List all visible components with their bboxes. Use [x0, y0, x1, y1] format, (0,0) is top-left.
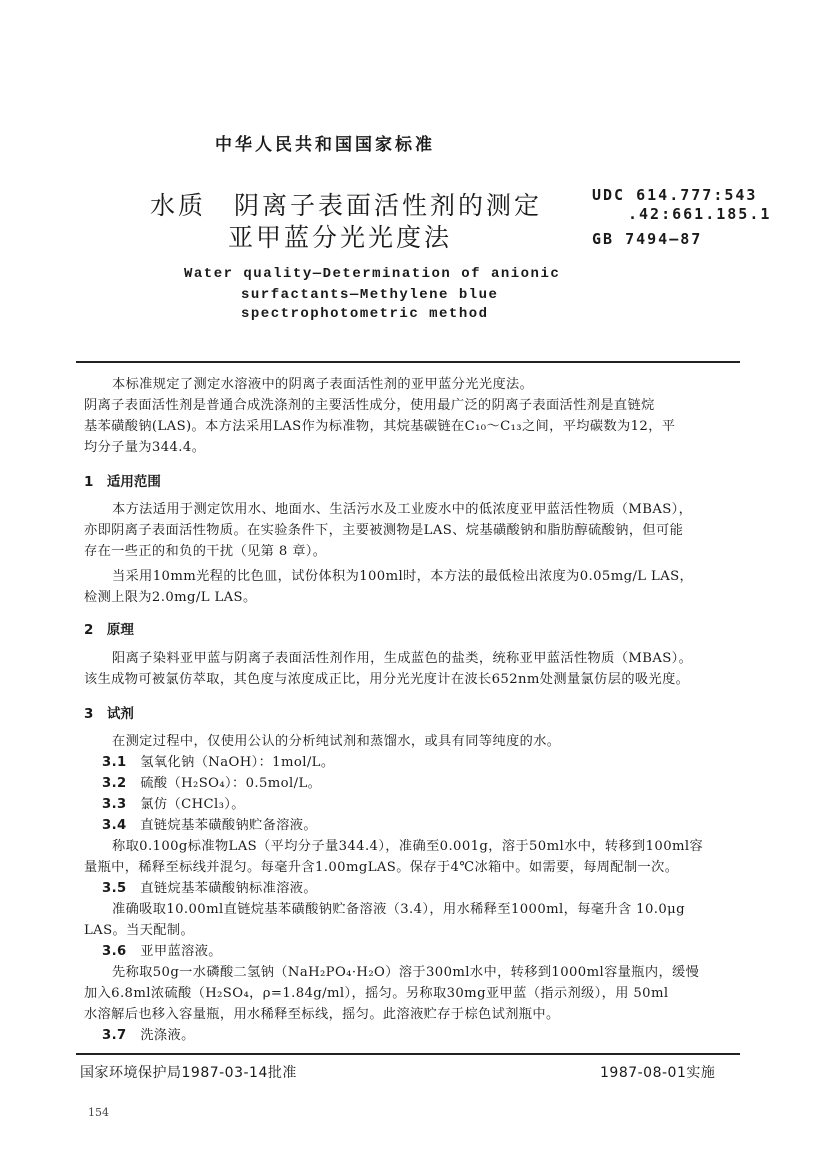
standard-name: 中华人民共和国国家标准 — [215, 135, 435, 155]
section-2-paragraph-line-1: 阳离子染料亚甲蓝与阴离子表面活性剂作用，生成蓝色的盐类，统称亚甲蓝活性物质（MBAS）。 — [112, 651, 693, 666]
reagent-3-6-line-3: 水溶解后也移入容量瓶，用水稀释至标线，摇匀。此溶液贮存于棕色试剂瓶中。 — [84, 1007, 560, 1022]
intro-paragraph-2-line-1: 阴离子表面活性剂是普通合成洗涤剂的主要活性成分，使用最广泛的阴离子表面活性剂是直链烷 — [84, 398, 655, 413]
intro-paragraph-2-line-3: 均分子量为344.4。 — [84, 440, 206, 455]
section-1-paragraph-1-line-2: 亦即阴离子表面活性物质。在实验条件下，主要被测物是LAS、烷基磺酸钠和脂肪醇硫酸钠，但可能 — [84, 523, 684, 538]
section-1-paragraph-2-line-1: 当采用10mm光程的比色皿，试份体积为100ml时，本方法的最低检出浓度为0.05mg/L LAS， — [112, 569, 694, 584]
reagent-3-6-line-1: 先称取50g一水磷酸二氢钠（NaH₂PO₄·H₂O）溶于300ml水中，转移到1000ml容量瓶内，缓慢 — [112, 965, 700, 980]
intro-paragraph-2-line-2: 基苯磺酸钠(LAS)。本方法采用LAS作为标准物，其烷基碳链在C₁₀～C₁₃之间，平均碳数为12，平 — [84, 419, 676, 434]
reagent-item — [102, 773, 321, 794]
english-title-line-3: spectrophotometric method — [241, 306, 489, 322]
reagent-3-4-line-2: 量瓶中，稀释至标线并混匀。每毫升含1.00mgLAS。保存于4℃冰箱中。如需要，每周配制一次。 — [84, 860, 679, 875]
udc-line-2: .42:661.185.1 — [628, 205, 772, 223]
reagent-item — [102, 1025, 195, 1046]
item-number: 3.4 — [102, 818, 127, 833]
reagent-item — [102, 815, 317, 836]
udc-line-1: UDC 614.777:543 — [592, 186, 758, 204]
item-number: 3.2 — [102, 776, 127, 791]
intro-paragraph-1: 本标准规定了测定水溶液中的阴离子表面活性剂的亚甲蓝分光光度法。 — [112, 377, 534, 392]
reagent-3-5-line-2: LAS。当天配制。 — [84, 923, 195, 938]
effective-date: 1987-08-01实施 — [600, 1065, 716, 1081]
section-1-paragraph-1-line-1: 本方法适用于测定饮用水、地面水、生活污水及工业废水中的低浓度亚甲蓝活性物质（MBAS）， — [112, 502, 693, 517]
reagent-item — [102, 878, 317, 899]
section-3-intro: 在测定过程中，仅使用公认的分析纯试剂和蒸馏水，或具有同等纯度的水。 — [112, 734, 561, 749]
english-title-line-1: Water quality—Determination of anionic — [184, 266, 561, 282]
reagent-item — [102, 794, 245, 815]
item-number: 3.5 — [102, 881, 127, 896]
reagent-3-5-line-1: 准确吸取10.00ml直链烷基苯磺酸钠贮备溶液（3.4），用水稀释至1000ml，每毫升含 10.0μg — [112, 902, 685, 917]
gb-code: GB 7494—87 — [592, 230, 703, 248]
item-number: 3.1 — [102, 755, 127, 770]
english-title-line-2: surfactants—Methylene blue — [241, 287, 499, 303]
section-1-paragraph-1-line-3: 存在一些正的和负的干扰（见第 8 章）。 — [84, 544, 327, 559]
reagent-item — [102, 752, 334, 773]
section-2-paragraph-line-2: 该生成物可被氯仿萃取，其色度与浓度成正比，用分光光度计在波长652nm处测量氯仿层的吸光度。 — [84, 672, 690, 687]
item-number: 3.6 — [102, 944, 127, 959]
top-divider — [76, 361, 740, 363]
item-text: 氯仿（CHCl₃）。 — [140, 797, 245, 812]
section-3-heading: 3 试剂 — [84, 706, 134, 722]
approval-date: 国家环境保护局1987-03-14批准 — [80, 1065, 297, 1081]
section-2-heading: 2 原理 — [84, 622, 134, 638]
title-line-2: 亚甲蓝分光光度法 — [228, 223, 453, 252]
reagent-item — [102, 941, 222, 962]
item-text: 硫酸（H₂SO₄）：0.5mol/L。 — [140, 776, 322, 791]
reagent-3-4-line-1: 称取0.100g标准物LAS（平均分子量344.4），准确至0.001g，溶于50ml水中，转移到100ml容 — [112, 839, 704, 854]
item-text: 直链烷基苯磺酸钠贮备溶液。 — [140, 818, 317, 833]
item-text: 洗涤液。 — [140, 1028, 195, 1043]
reagent-3-6-line-2: 加入6.8ml浓硫酸（H₂SO₄，ρ=1.84g/ml），摇匀。另称取30mg亚甲蓝（指示剂级），用 50ml — [84, 986, 669, 1001]
section-1-heading: 1 适用范围 — [84, 474, 161, 490]
item-text: 直链烷基苯磺酸钠标准溶液。 — [140, 881, 317, 896]
item-text: 氢氧化钠（NaOH）：1mol/L。 — [140, 755, 335, 770]
page-number: 154 — [88, 1106, 109, 1119]
item-text: 亚甲蓝溶液。 — [140, 944, 222, 959]
bottom-divider — [76, 1053, 740, 1055]
item-number: 3.3 — [102, 797, 127, 812]
section-1-paragraph-2-line-2: 检测上限为2.0mg/L LAS。 — [84, 590, 257, 605]
title-line-1: 水质 阴离子表面活性剂的测定 — [150, 191, 543, 220]
item-number: 3.7 — [102, 1028, 127, 1043]
